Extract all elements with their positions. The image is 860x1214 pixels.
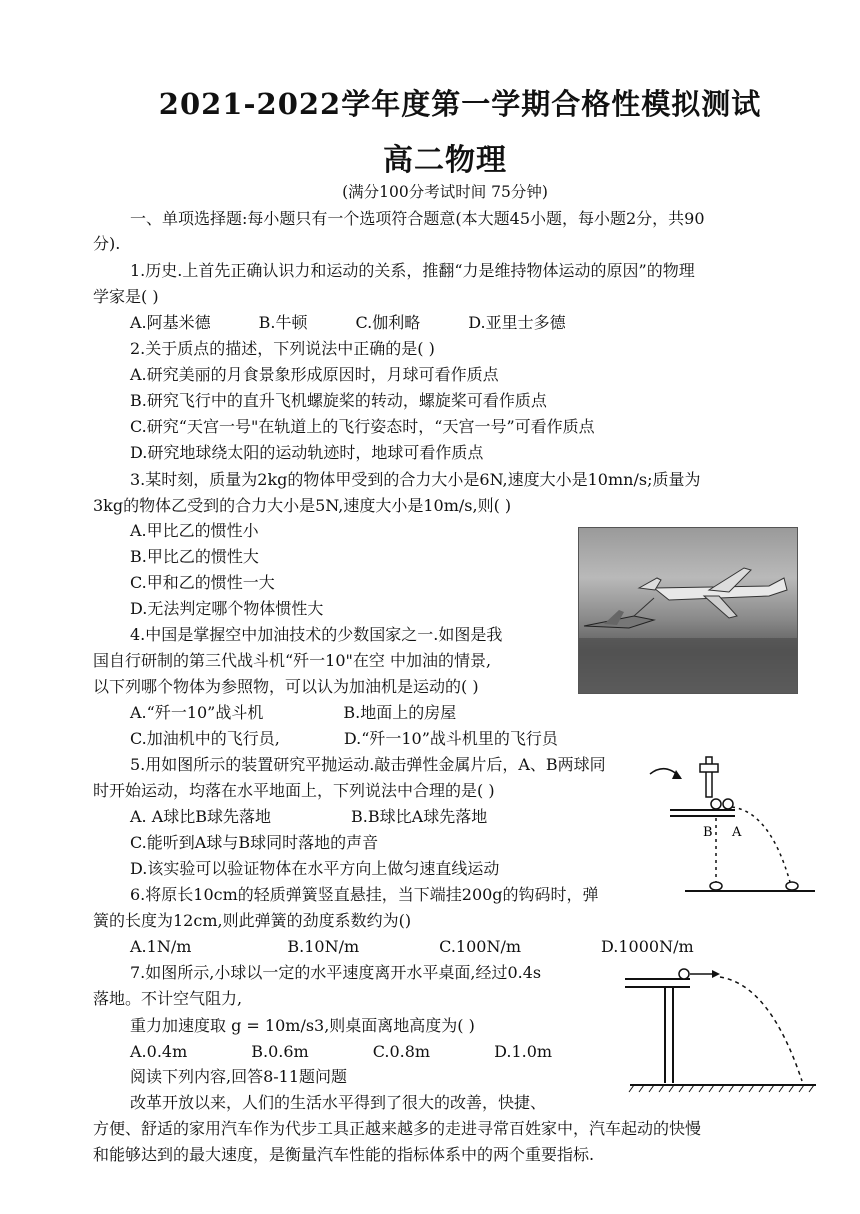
refueling-photo bbox=[578, 527, 798, 694]
text-line: A. A球比B球先落地 B.B球比A球先落地 bbox=[130, 807, 488, 826]
text-line: B.研究飞行中的直升飞机螺旋桨的转动，螺旋桨可看作质点 bbox=[130, 391, 547, 410]
text-line: A.0.4m B.0.6m C.0.8m D.1.0m bbox=[130, 1042, 553, 1061]
text-line: C.能听到A球与B球同时落地的声音 bbox=[130, 833, 379, 852]
text-line: 落地。不计空气阻力, bbox=[93, 989, 243, 1008]
exam-info: (满分100分考试时间 75分钟) bbox=[342, 183, 548, 201]
text-line: C.研究“天宫一号"在轨道上的飞行姿态时，“天宫一号”可看作质点 bbox=[130, 417, 595, 436]
subject-title: 高二物理 bbox=[383, 143, 507, 178]
text-line: C.加油机中的飞行员, D.“歼一10”战斗机里的飞行员 bbox=[130, 729, 558, 748]
text-line: 4.中国是掌握空中加油技术的少数国家之一.如图是我 bbox=[130, 625, 503, 644]
text-line: 时开始运动，均落在水平地面上，下列说法中合理的是( ) bbox=[93, 781, 495, 800]
text-line: D.无法判定哪个物体惯性大 bbox=[130, 599, 324, 618]
text-line: 学家是( ) bbox=[93, 287, 159, 306]
text-line: 6.将原长10cm的轻质弹簧竖直悬挂，当下端挂200g的钩码时，弹 bbox=[130, 885, 599, 904]
text-line: D.该实验可以验证物体在水平方向上做匀速直线运动 bbox=[130, 859, 500, 878]
text-line: 阅读下列内容,回答8-11题问题 bbox=[130, 1067, 348, 1086]
text-line: 7.如图所示,小球以一定的水平速度离开水平桌面,经过0.4s bbox=[130, 963, 542, 982]
text-line: 国自行研制的第三代战斗机“歼一10"在空 中加油的情景, bbox=[93, 651, 492, 670]
text-line: 簧的长度为12cm,则此弹簧的劲度系数约为() bbox=[93, 911, 412, 930]
projectile-apparatus-figure bbox=[640, 752, 820, 902]
exam-title: 2021-2022学年度第一学期合格性模拟测试 bbox=[158, 87, 762, 121]
text-line: A.阿基米德 B.牛顿 C.伽利略 D.亚里士多德 bbox=[130, 313, 566, 332]
ball-a-label: A bbox=[732, 825, 742, 840]
text-line: A.“歼一10”战斗机 B.地面上的房屋 bbox=[130, 703, 457, 722]
text-line: 一、单项选择题:每小题只有一个选项符合题意(本大题45小题，每小题2分，共90 bbox=[130, 209, 705, 228]
text-line: 改革开放以来，人们的生活水平得到了很大的改善，快捷、 bbox=[130, 1093, 547, 1112]
text-line: 分). bbox=[93, 234, 121, 253]
text-line: A.研究美丽的月食景象形成原因时，月球可看作质点 bbox=[130, 365, 499, 384]
text-line: 和能够达到的最大速度，是衡量汽车性能的指标体系中的两个重要指标. bbox=[93, 1145, 595, 1164]
text-line: 5.用如图所示的装置研究平抛运动.敲击弹性金属片后，A、B两球同 bbox=[130, 755, 606, 774]
text-line: 以下列哪个物体为参照物，可以认为加油机是运动的( ) bbox=[93, 677, 479, 696]
text-line: A.1N/m B.10N/m C.100N/m D.1000N/m bbox=[130, 937, 694, 956]
table-ball-figure bbox=[620, 965, 820, 1095]
text-line: 1.历史.上首先正确认识力和运动的关系，推翻“力是维持物体运动的原因”的物理 bbox=[130, 261, 695, 280]
ball-b-label: B bbox=[703, 825, 713, 840]
text-line: 3.某时刻，质量为2kg的物体甲受到的合力大小是6N,速度大小是10mn/s;质量为 bbox=[130, 470, 701, 489]
text-line: B.甲比乙的惯性大 bbox=[130, 547, 259, 566]
text-line: 3kg的物体乙受到的合力大小是5N,速度大小是10m/s,则( ) bbox=[93, 496, 512, 515]
text-line: 重力加速度取 g = 10m/s3,则桌面离地高度为( ) bbox=[130, 1016, 475, 1035]
text-line: 方便、舒适的家用汽车作为代步工具正越来越多的走进寻常百姓家中，汽车起动的快慢 bbox=[93, 1119, 702, 1138]
text-line: 2.关于质点的描述，下列说法中正确的是( ) bbox=[130, 339, 435, 358]
text-line: C.甲和乙的惯性一大 bbox=[130, 573, 275, 592]
text-line: D.研究地球绕太阳的运动轨迹时，地球可看作质点 bbox=[130, 443, 484, 462]
text-line: A.甲比乙的惯性小 bbox=[130, 521, 259, 540]
